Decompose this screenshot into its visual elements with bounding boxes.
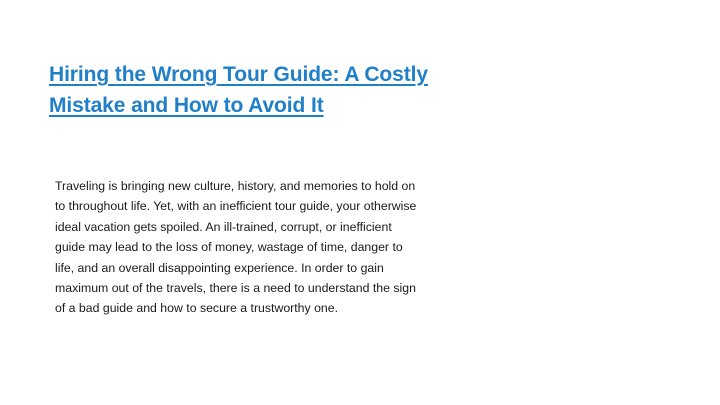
body-paragraph: Traveling is bringing new culture, history, and memories to hold on to throughout life. Yet, with an inefficient tour guide, your otherwise ideal vacation gets spoiled. An ill-trained, corrupt, or inefficient guide may lead to the loss of money, wastage of time, danger to life, and an overall disappointing experience. In order to gain maximum out of the travels, there is a need to understand the sign of a bad guide and how to secure a trustworthy one. (55, 179, 417, 316)
slide-title-link[interactable]: Hiring the Wrong Tour Guide: A Costly Mistake and How to Avoid It (49, 63, 428, 117)
